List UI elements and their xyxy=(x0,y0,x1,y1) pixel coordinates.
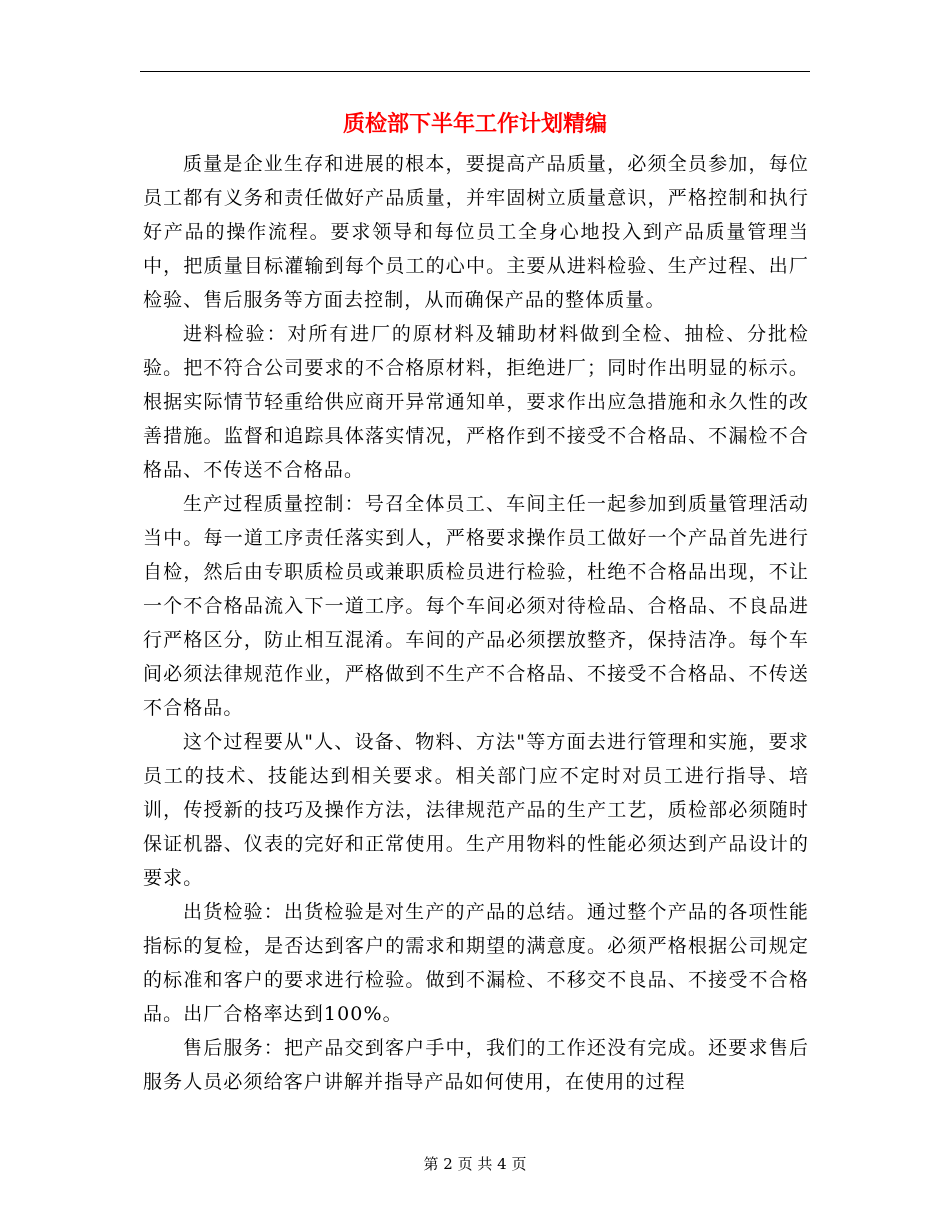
paragraph-intro: 质量是企业生存和进展的根本，要提高产品质量，必须全员参加，每位员工都有义务和责任做好产品质量，并牢固树立质量意识，严格控制和执行好产品的操作流程。要求领导和每位员工全身心地投入到产品质量管理当中，把质量目标灌输到每个员工的心中。主要从进料检验、生产过程、出厂检验、售后服务等方面去控制，从而确保产品的整体质量。 xyxy=(143,153,809,311)
header-rule xyxy=(140,71,810,72)
document-body xyxy=(143,147,809,1099)
paragraph-process-management: 这个过程要从"人、设备、物料、方法"等方面去进行管理和实施，要求员工的技术、技能达到相关要求。相关部门应不定时对员工进行指导、培训，传授新的技巧及操作方法，法律规范产品的生产工艺，质检部必须随时保证机器、仪表的完好和正常使用。生产用物料的性能必须达到产品设计的要求。 xyxy=(143,731,809,889)
document-title: 质检部下半年工作计划精编 xyxy=(342,111,607,137)
paragraph-shipping-inspection: 出货检验：出货检验是对生产的产品的总结。通过整个产品的各项性能指标的复检，是否达到客户的需求和期望的满意度。必须严格根据公司规定的标准和客户的要求进行检验。做到不漏检、不移交不良品、不接受不合格品。出厂合格率达到100%。 xyxy=(143,901,809,1025)
page-number-footer: 第 2 页 共 4 页 xyxy=(423,1155,527,1173)
paragraph-after-sales: 售后服务：把产品交到客户手中，我们的工作还没有完成。还要求售后服务人员必须给客户讲解并指导产品如何使用，在使用的过程 xyxy=(143,1037,809,1093)
paragraph-incoming-inspection: 进料检验：对所有进厂的原材料及辅助材料做到全检、抽检、分批检验。把不符合公司要求的不合格原材料，拒绝进厂；同时作出明显的标示。根据实际情节轻重给供应商开异常通知单，要求作出应急措施和永久性的改善措施。监督和追踪具体落实情况，严格作到不接受不合格品、不漏检不合格品、不传送不合格品。 xyxy=(143,323,809,481)
paragraph-production-control: 生产过程质量控制：号召全体员工、车间主任一起参加到质量管理活动当中。每一道工序责任落实到人，严格要求操作员工做好一个产品首先进行自检，然后由专职质检员或兼职质检员进行检验，杜绝不合格品出现，不让一个不合格品流入下一道工序。每个车间必须对待检品、合格品、不良品进行严格区分，防止相互混淆。车间的产品必须摆放整齐，保持洁净。每个车间必须法律规范作业，严格做到不生产不合格品、不接受不合格品、不传送不合格品。 xyxy=(143,493,809,719)
